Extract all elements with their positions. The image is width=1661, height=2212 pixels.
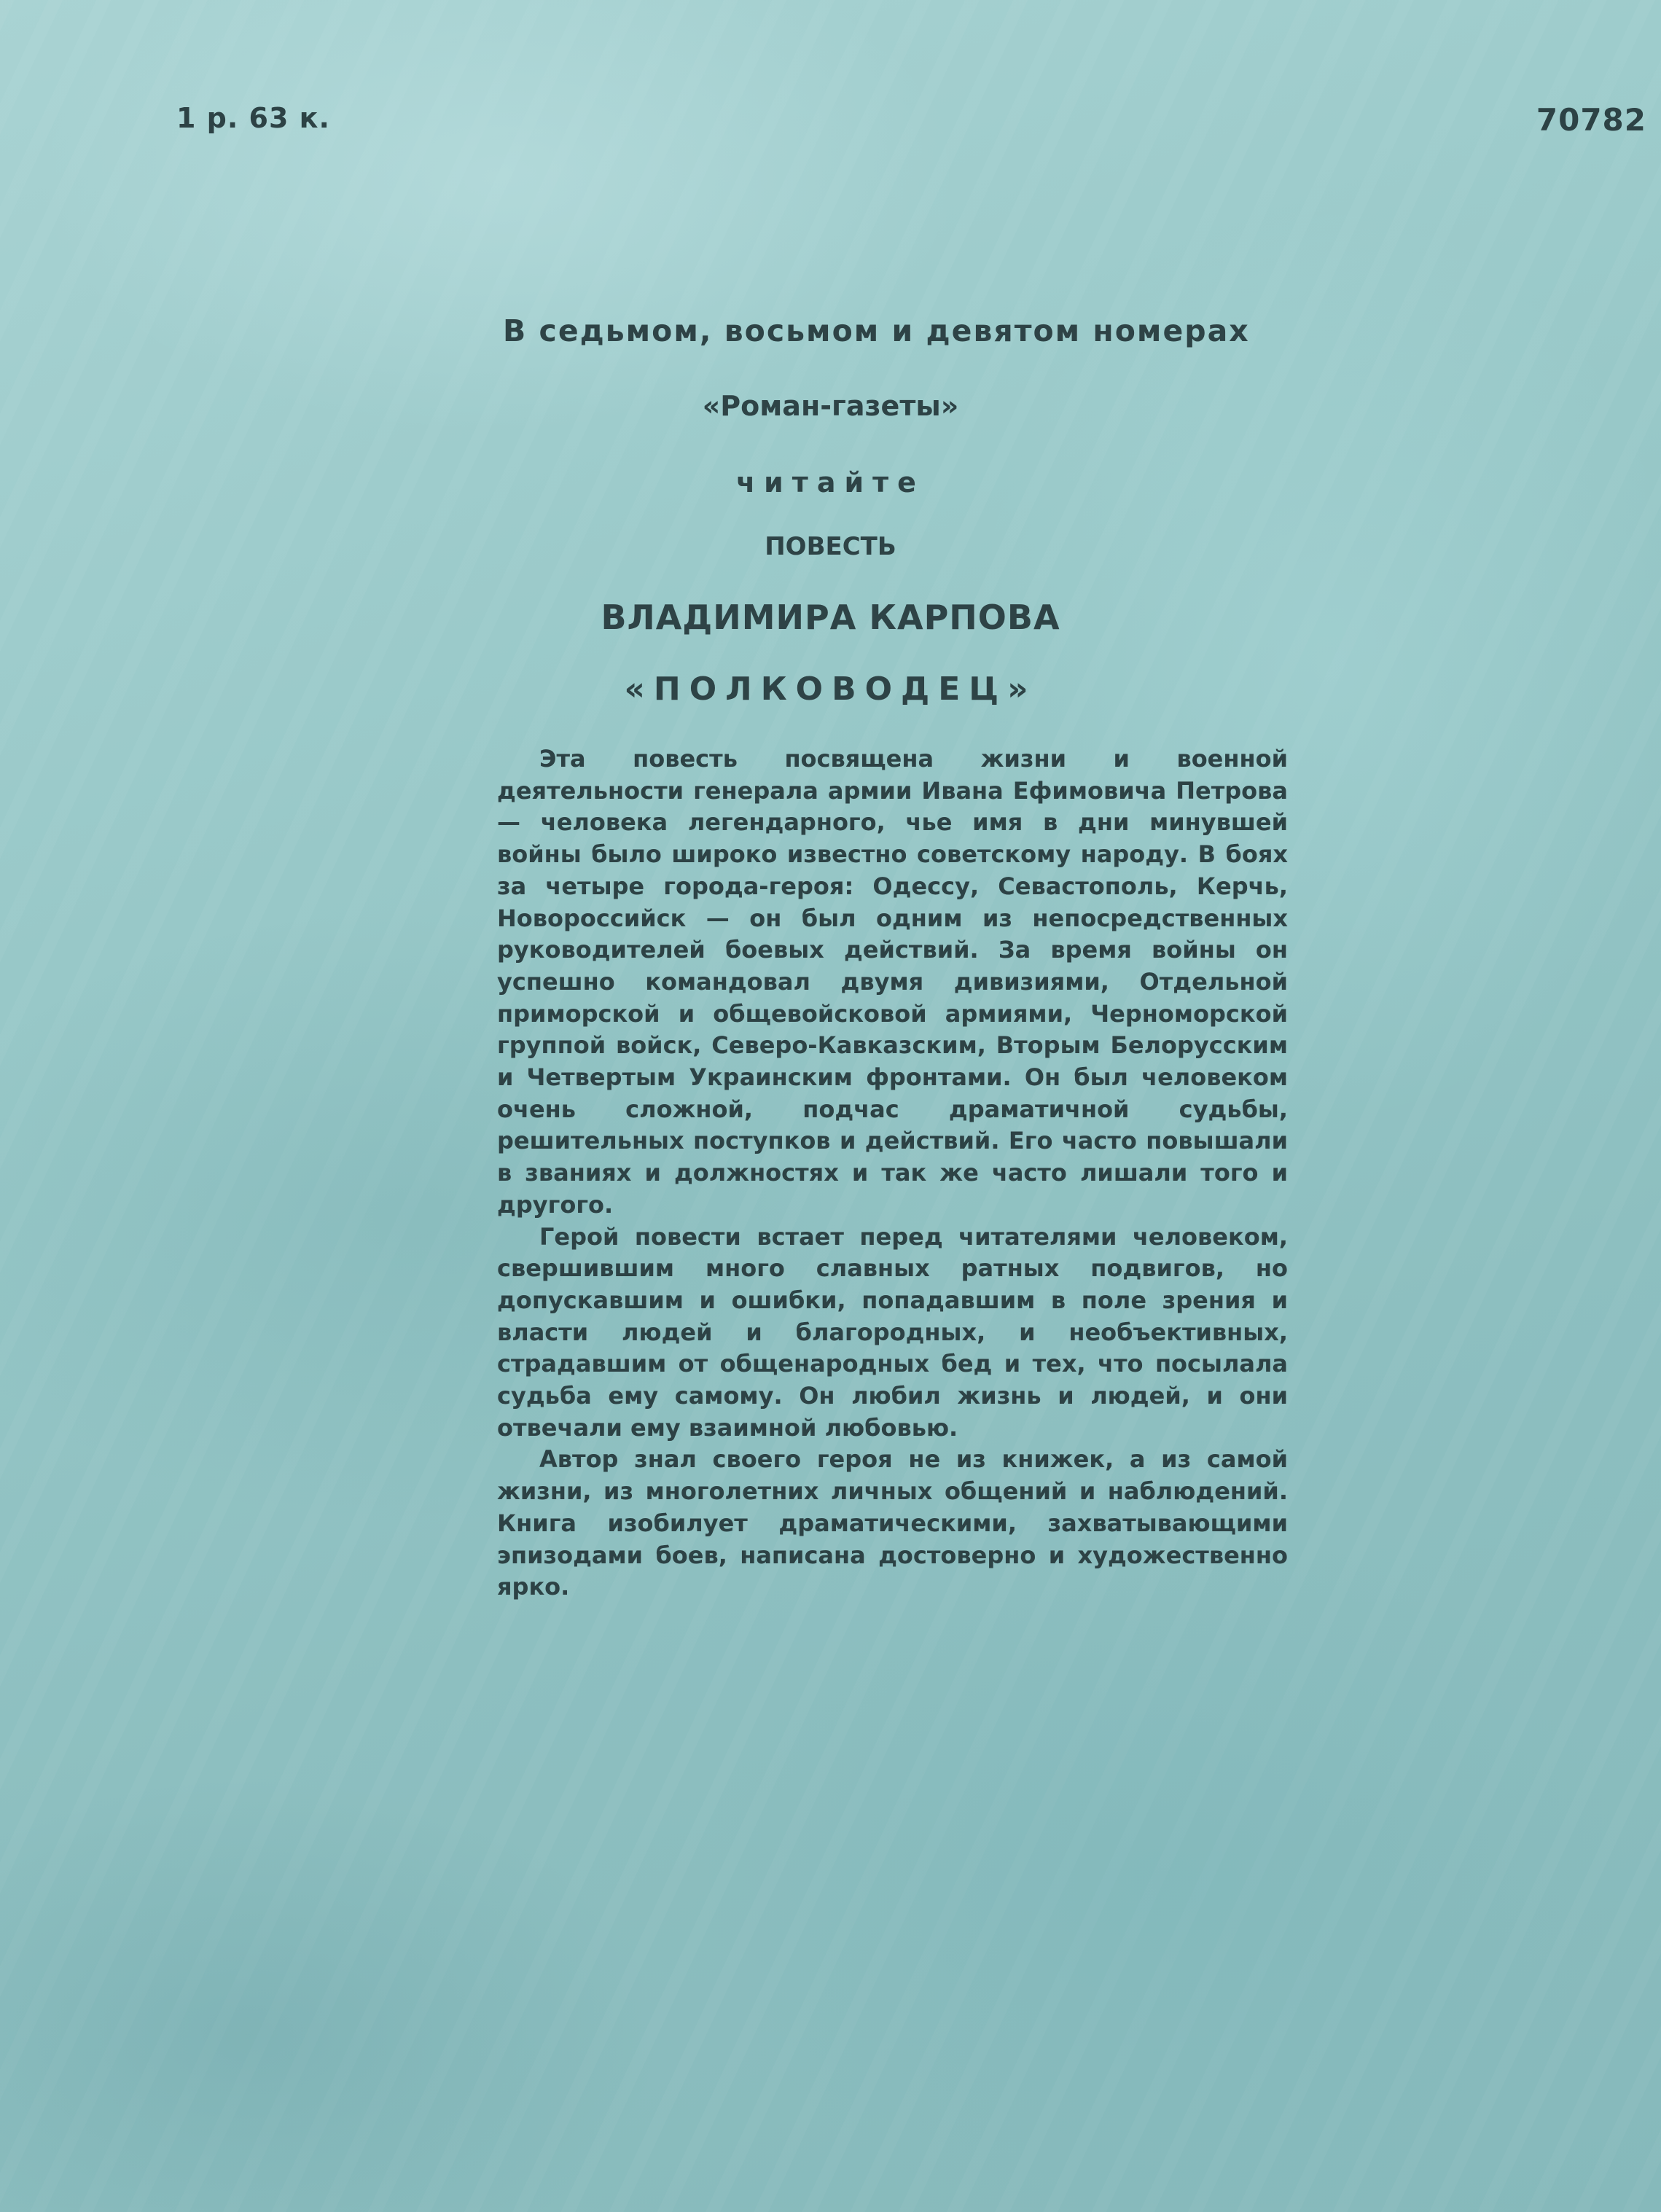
genre-label: ПОВЕСТЬ xyxy=(765,532,896,561)
price-label: 1 р. 63 к. xyxy=(176,102,330,134)
work-title: «ПОЛКОВОДЕЦ» xyxy=(624,671,1037,708)
paragraph: Герой повести встает перед читателями человеком, свершившим много славных ратных подвигов, но допускавшим и ошибки, попадавшим в поле зрения и власти людей и благородных, и необъективных, страдавшим от общенародных бед и тех, что посылала судьба ему самому. Он любил жизнь и людей, и они отвечали ему взаимной любовью. xyxy=(497,1222,1288,1442)
announcement-intro: В седьмом, восьмом и девятом номерах xyxy=(503,313,1250,348)
description-text xyxy=(497,743,1288,1603)
catalog-index: 70782 xyxy=(1536,102,1646,138)
read-prompt: читайте xyxy=(736,466,925,499)
author-name: ВЛАДИМИРА КАРПОВА xyxy=(601,598,1060,637)
paragraph: Автор знал своего героя не из книжек, а из самой жизни, из многолетних личных общений и наблюдений. Книга изобилует драматическими, захватывающими эпизодами боев, написана достоверно и художественно ярко. xyxy=(497,1445,1288,1601)
paragraph: Эта повесть посвящена жизни и военной деятельности генерала армии Ивана Ефимовича Петрова — человека легендарного, чье имя в дни минувшей войны было широко известно советскому народу. В боях за четыре города-героя: Одессу, Севастополь, Керчь, Новороссийск — он был одним из непосредственных руководителей боевых действий. За время войны он успешно командовал двумя дивизиями, Отдельной приморской и общевойсковой армиями, Черноморской группой войск, Северо-Кавказским, Вторым Белорусским и Четвертым Украинским фронтами. Он был человеком очень сложной, подчас драматичной судьбы, решительных поступков и действий. Его часто повышали в званиях и должностях и так же часто лишали того и другого. xyxy=(497,745,1288,1219)
magazine-name: «Роман-газеты» xyxy=(702,390,959,422)
